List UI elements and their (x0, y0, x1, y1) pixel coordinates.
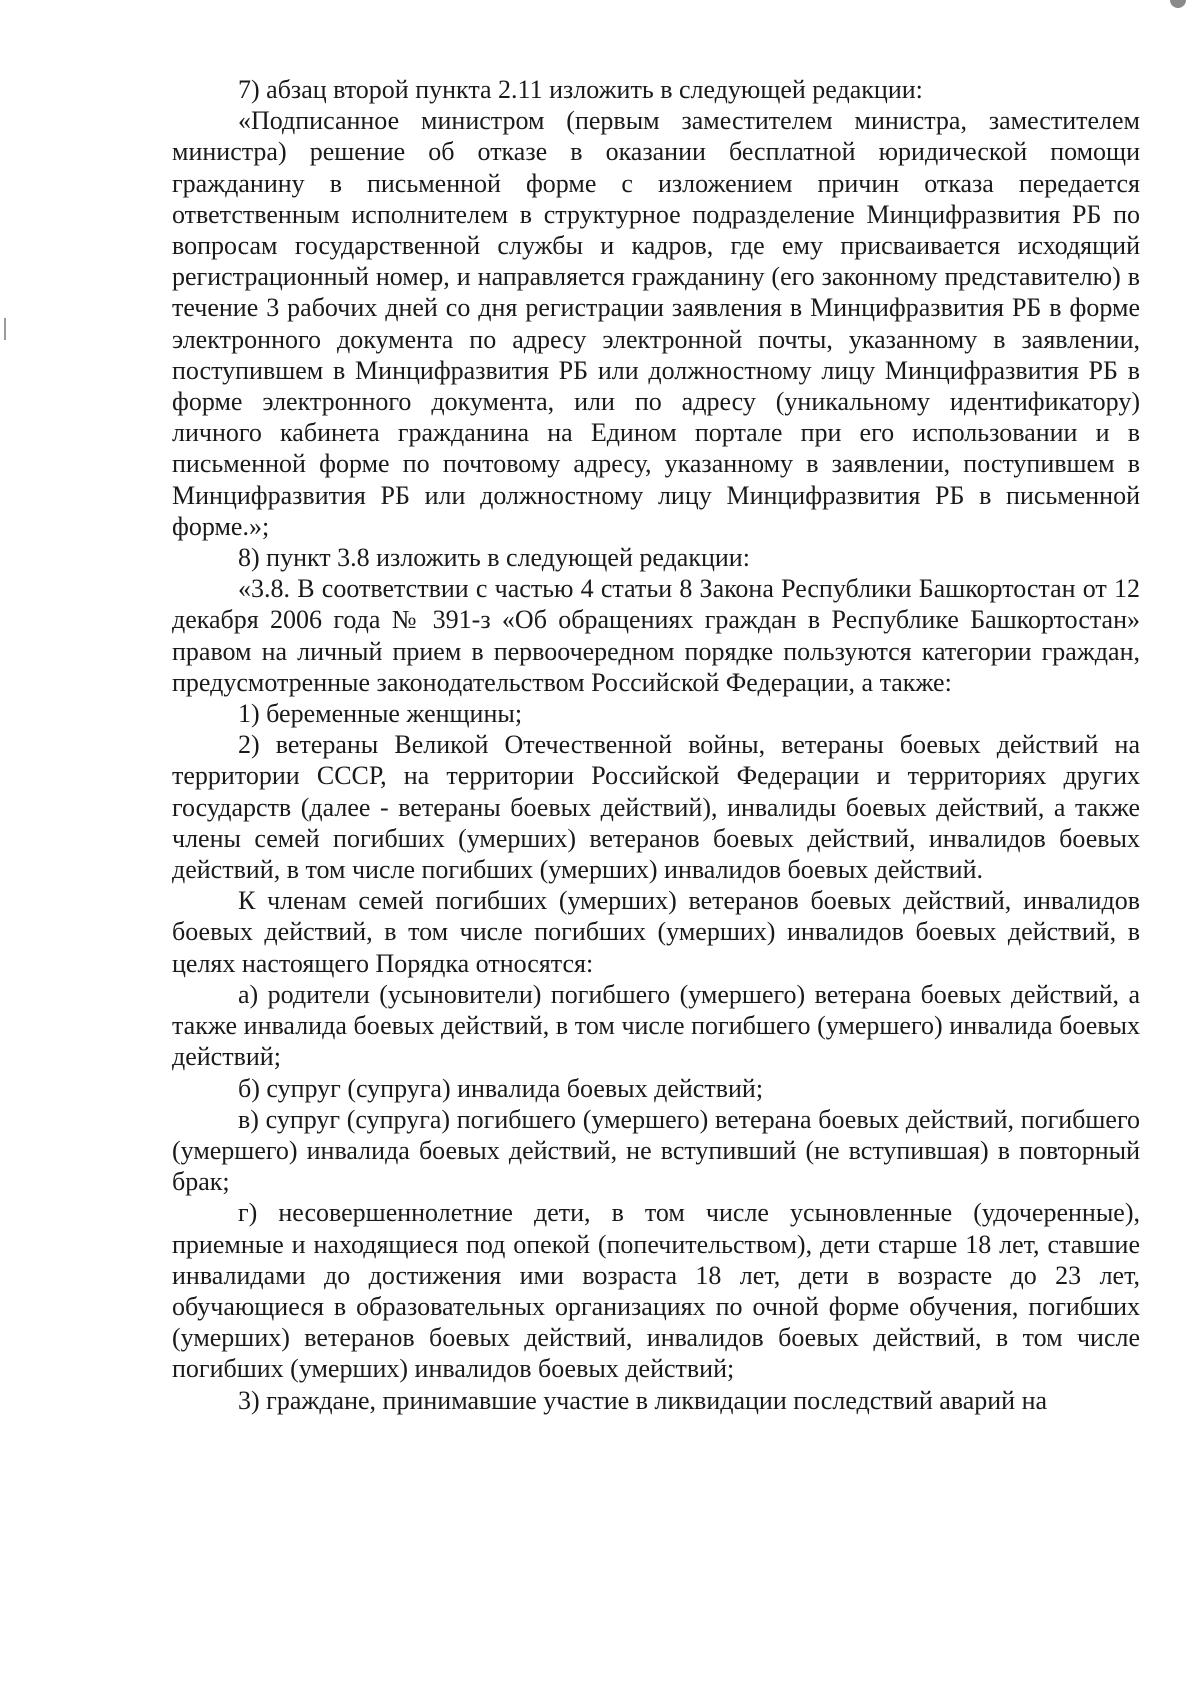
paragraph-amendment-8: 8) пункт 3.8 изложить в следующей редакции: (238, 543, 750, 573)
list-item-1: 1) беременные женщины; (238, 699, 523, 729)
document-page (172, 74, 1140, 1416)
list-item-3: 3) граждане, принимавшие участие в ликвидации последствий аварий на (238, 1385, 1048, 1415)
list-item-g: г) несовершеннолетние дети, в том числе усыновленные (удочеренные), приемные и находящиеся под опекой (попечительством), дети старше 18 лет, ставшие инвалидами до достижения ими возраста 18 лет, дети в возрасте до 23 лет, обучающиеся в образовательных организациях по очной форме обучения, погибших (умерших) ветеранов боевых действий, инвалидов боевых действий, в том числе погибших (умерших) инвалидов боевых действий; (172, 1198, 1140, 1384)
list-item-v: в) супруг (супруга) погибшего (умершего) ветерана боевых действий, погибшего (умершего) инвалида боевых действий, не вступивший (не вступившая) в повторный брак; (172, 1104, 1140, 1197)
paragraph-quoted-3-8: «3.8. В соответствии с частью 4 статьи 8 Закона Республики Башкортостан от 12 декабря 2006 года № 391-з «Об обращениях граждан в Республике Башкортостан» правом на личный прием в первоочередном порядке пользуются категории граждан, предусмотренные законодательством Российской Федерации, а также: (172, 574, 1140, 697)
list-item-a: а) родители (усыновители) погибшего (умершего) ветерана боевых действий, а также инвалида боевых действий, в том числе погибшего (умершего) инвалида боевых действий; (172, 979, 1140, 1072)
paragraph-amendment-7: 7) абзац второй пункта 2.11 изложить в следующей редакции: (238, 75, 923, 104)
paragraph-quoted-2-11: «Подписанное министром (первым заместителем министра, заместителем министра) решение об отказе в оказании бесплатной юридической помощи гражданину в письменной форме с изложением причин отказа передается ответственным исполнителем в структурное подразделение Минцифразвития РБ по вопросам государственной службы и кадров, где ему присваивается исходящий регистрационный номер, и направляется гражданину (его законному представителю) в течение 3 рабочих дней со дня регистрации заявления в Минцифразвития РБ в форме электронного документа по адресу электронной почты, указанному в заявлении, поступившем в Минцифразвития РБ или должностному лицу Минцифразвития РБ в форме электронного документа, или по адресу (уникальному идентификатору) личного кабинета гражданина на Едином портале при его использовании и в письменной форме по почтовому адресу, указанному в заявлении, поступившем в Минцифразвития РБ или должностному лицу Минцифразвития РБ в письменной форме.»; (172, 106, 1140, 541)
scan-artifact (4, 318, 6, 340)
scan-artifact (1170, 0, 1186, 8)
list-item-2: 2) ветераны Великой Отечественной войны, ветераны боевых действий на территории СССР, на территории Российской Федерации и территориях других государств (далее - ветераны боевых действий), инвалиды боевых действий, а также члены семей погибших (умерших) ветеранов боевых действий, инвалидов боевых действий, в том числе погибших (умерших) инвалидов боевых действий. (172, 730, 1140, 885)
list-item-b: б) супруг (супруга) инвалида боевых действий; (238, 1073, 764, 1103)
paragraph-family-members: К членам семей погибших (умерших) ветеранов боевых действий, инвалидов боевых действий, в том числе погибших (умерших) инвалидов боевых действий, в целях настоящего Порядка относятся: (172, 886, 1140, 978)
